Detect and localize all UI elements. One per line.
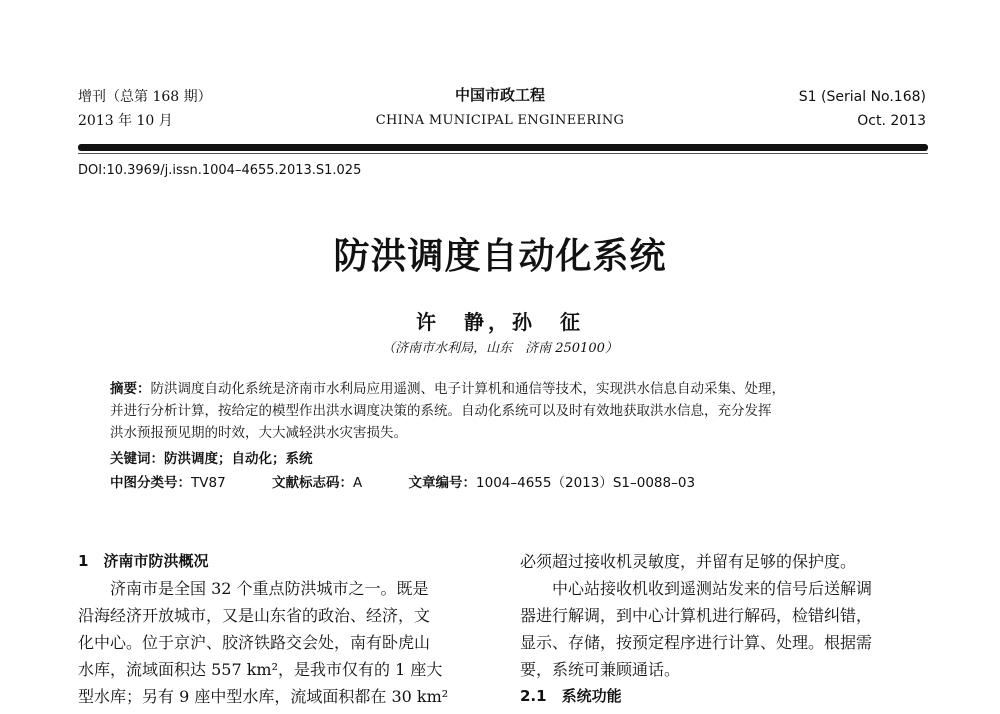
section-heading-2-1: 2.1 系统功能 [520, 687, 622, 705]
journal-issue-label: 增刊（总第 168 期） [78, 89, 212, 105]
abstract-label: 摘要： [110, 381, 151, 397]
header-thick-rule [78, 144, 928, 151]
article-number-item [409, 472, 696, 494]
keywords-block [110, 448, 910, 470]
body-column-right [520, 548, 940, 710]
journal-date-label: 2013 年 10 月 [78, 113, 173, 129]
clc-item [110, 472, 226, 494]
journal-name-chinese: 中国市政工程 [454, 86, 545, 104]
author-affiliation: （济南市水利局，山东 济南 250100） [382, 341, 618, 356]
body-left-line-3: 化中心。位于京沪、胶济铁路交会处，南有卧虎山 [78, 633, 431, 652]
issue-date-english: Oct. 2013 [857, 113, 926, 129]
body-column-left [78, 548, 498, 710]
body-left-line-4: 水库，流域面积达 557 km²，是我市仅有的 1 座大 [78, 660, 443, 679]
clc-label: 中图分类号： [110, 475, 191, 491]
body-right-line-5: 要，系统可兼顾通话。 [520, 660, 681, 679]
body-left-line-1: 济南市是全国 32 个重点防洪城市之一。既是 [110, 579, 429, 598]
serial-number-label: S1 (Serial No.168) [798, 89, 926, 105]
document-code-item [272, 472, 362, 494]
body-right-line-2: 中心站接收机收到遥测站发来的信号后送解调 [552, 579, 873, 598]
body-left-line-2: 沿海经济开放城市，又是山东省的政治、经济，文 [78, 606, 431, 625]
article-title: 防洪调度自动化系统 [333, 235, 667, 277]
header-thin-rule [78, 153, 928, 154]
abstract-line-3: 洪水预报预见期的时效，大大减轻洪水灾害损失。 [110, 425, 407, 441]
article-number-label: 文章编号： [408, 475, 477, 491]
classification-row [110, 472, 910, 494]
doi-line: DOI:10.3969/j.issn.1004–4655.2013.S1.025 [78, 163, 362, 178]
clc-value: TV87 [191, 475, 226, 491]
document-code-value: A [352, 475, 363, 491]
body-right-line-3: 器进行解调，到中心计算机进行解码，检错纠错， [520, 606, 873, 625]
journal-name-english: CHINA MUNICIPAL ENGINEERING [375, 113, 625, 128]
abstract-line-1: 防洪调度自动化系统是济南市水利局应用遥测、电子计算机和通信等技术，实现洪水信息自动采集、处理， [150, 381, 785, 397]
body-right-line-4: 显示、存储，按预定程序进行计算、处理。根据需 [520, 633, 873, 652]
section-heading-1: 1 济南市防洪概况 [78, 552, 209, 570]
abstract-line-2: 并进行分析计算，按给定的模型作出洪水调度决策的系统。自动化系统可以及时有效地获取洪水信息，充分发挥 [110, 403, 772, 419]
keywords-text: 防洪调度；自动化；系统 [164, 451, 313, 467]
article-authors: 许 静，孙 征 [416, 310, 584, 334]
abstract-block [110, 378, 910, 444]
body-right-line-1: 必须超过接收机灵敏度，并留有足够的保护度。 [520, 552, 857, 571]
article-number-value: 1004–4655（2013）S1–0088–03 [476, 475, 696, 491]
keywords-label: 关键词： [110, 451, 164, 467]
document-code-label: 文献标志码： [271, 475, 353, 491]
body-left-line-5: 型水库；另有 9 座中型水库，流域面积都在 30 km² [78, 687, 449, 706]
